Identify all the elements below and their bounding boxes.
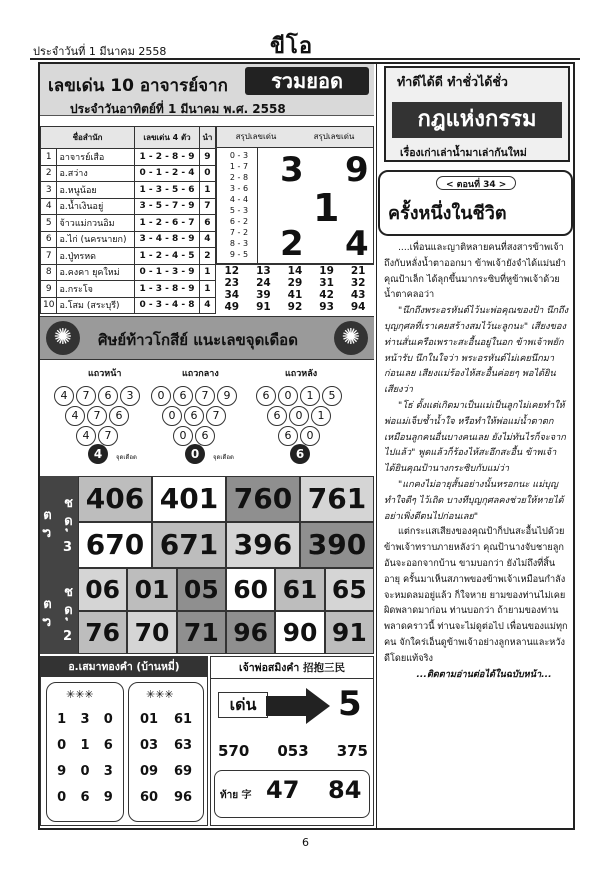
episode-title: ครั้งหนึ่งในชีวิต [388,203,507,224]
pair-row [216,301,374,313]
summary-pair: 5 - 3 [229,206,249,215]
sema-pair: 61 [173,712,193,727]
pair-cell: 41 [287,289,303,301]
pair-row [216,289,374,301]
lead-digit: 5 [338,684,362,724]
summary-digit: 4 [345,224,369,264]
summary-pair: 1 - 7 [229,162,249,171]
table-row [41,198,216,215]
sema-digit: 9 [103,790,113,805]
sema-digit: 1 [80,738,90,753]
pair-cell: 31 [319,277,334,289]
digit-ball: 6 [267,406,287,426]
summary-pair: 6 - 2 [229,217,249,226]
story-text [384,240,570,682]
table-row [41,165,216,182]
sema-pair: 60 [139,790,159,805]
table-row [41,231,216,248]
table-row [41,281,216,298]
table-row [41,215,216,232]
digit-ball: 4 [54,386,74,406]
teacher-lead: 1 [199,281,215,298]
ornament-icon: ✺ [334,321,368,355]
summary-pair: 2 - 8 [229,173,249,182]
summary-digit: 2 [280,224,304,264]
row-index: 4 [41,198,57,215]
row-index: 8 [41,264,57,281]
stars: ✳✳✳ [146,688,174,701]
summary-pair: 0 - 3 [229,151,249,160]
digit-ball: 7 [98,426,118,446]
teacher-lead: 6 [199,215,215,232]
teacher-name: อ.ปู่ทรหด [57,248,135,265]
teacher-numbers: 1 - 2 - 4 - 5 [135,248,200,265]
tail-label: ท้าย 字 [220,790,252,801]
story-paragraph: แต่กระแสเสียงของคุณป้าก็ปนสะอื้นไปด้วย ข้าพเจ้าทราบภายหลังว่า คุณป้านางจับชายลูกอันจะออกจากบ้าน ขามบอกว่า ยังไม่ถึงที่สิ้นอายุ ครั้นมาเห็นสภาพของข้าพเจ้าเหมือนกำลังจะหมดลมอยู่แล้ว ก็ใจหาย ยามของท่านไม่เคยผิดพลาดมาก่อน ท่านบอกว่า ถ้ายามของท่านพลาดคราวนี้ ท่านจะไม่ดูต่อไป เพื่อนของแม่ทุกคน จักใคร่เอ็นดูข้าพเจ้าอย่างลูกหลานและหวังดีโดยแท้จริง [384,526,568,664]
set3-number: 390 [300,522,374,568]
tail-num: 47 [266,776,300,804]
row-index: 6 [41,231,57,248]
row-index: 9 [41,281,57,298]
set3-number: 396 [226,522,300,568]
digit-ball: 6 [195,426,215,446]
teacher-numbers: 1 - 3 - 5 - 6 [135,182,200,199]
digit-ball: 1 [311,406,331,426]
pair-cell: 93 [319,301,334,313]
teacher-lead: 2 [199,248,215,265]
digit-ball: 0 [300,426,320,446]
sema-digit: 0 [80,764,90,779]
page-number: 6 [302,836,309,849]
masthead-logo: ขีโอ [270,33,314,59]
summary-pair: 4 - 4 [229,195,249,204]
story-paragraph: "แกคงไม่อายุสั้นอย่างนั้นหรอกนะ แม่บุญทำใจดีๆ ไว้เถิด บางทีบุญกุศลคงช่วยให้หายได้ อย่าเพิ่งตีตนไปก่อนเลย" [384,478,564,522]
teacher-numbers: 0 - 3 - 4 - 8 [135,297,200,314]
sema-pair: 01 [139,712,159,727]
stars: ✳✳✳ [66,688,94,701]
pair-cell: 24 [256,277,271,289]
teacher-name: อาจารย์เสือ [57,149,135,166]
ruamyod-logo: รวมยอด [245,67,369,95]
pair-cell: 43 [350,289,366,301]
summary-divider [216,148,258,264]
hot-digit: 6 [290,444,310,464]
teacher-name: อ.คงคา ยุคใหม่ [57,264,135,281]
digit-ball: 6 [109,406,129,426]
set2-number: 05 [177,568,226,611]
summary-pair: 8 - 3 [229,239,249,248]
issue-date: ประจำวันที่ 1 มีนาคม 2558 [33,45,167,58]
triple: 375 [336,742,368,760]
left-subtitle: ประจำวันอาทิตย์ที่ 1 มีนาคม พ.ศ. 2558 [70,102,286,116]
hot-label: จุดเดือด [116,454,137,461]
pair-grid [216,264,374,313]
sema-digit: 6 [80,790,90,805]
digit-ball: 7 [87,406,107,426]
pair-cell: 29 [287,277,303,289]
table-row [41,297,216,314]
karma-subtitle: เรื่องเก่าเล่าน้ำมาเล่ากันใหม่ [400,147,527,159]
karma-title: ทำดีได้ดี ทำชั่วได้ชั่ว [397,74,508,89]
set2-number: 70 [127,611,176,654]
row-index: 1 [41,149,57,166]
teacher-numbers: 1 - 2 - 8 - 9 [135,149,200,166]
col-name: ชื่อสำนัก [41,127,135,149]
hot-digit: 0 [185,444,205,464]
digit-ball: 6 [256,386,276,406]
table-row [41,182,216,199]
row-index: 3 [41,182,57,199]
summary-header-1: สรุปเลขเด่น [235,132,277,141]
teacher-lead: 1 [199,182,215,199]
pair-row [216,277,374,289]
sema-digits [50,712,120,816]
row-index: 5 [41,215,57,232]
pair-cell: 42 [319,289,334,301]
story-paragraph: ....เพื่อนและญาติหลายคนที่สงสารข้าพเจ้าถึงกับหลั่งน้ำตาออกมา ข้าพเจ้ายังจำได้แม่นยำ คุณป้าเล็ก ได้ลุกขึ้นมากระซิบที่หูข้าพเจ้าด้วยน้ำตาคลอว่า [384,242,566,301]
sema-row [132,712,200,738]
pair-cell: 19 [319,265,334,277]
karma-logo: กฎแห่งกรรม [392,102,562,138]
pair-cell: 14 [287,265,303,277]
teacher-name: อ.หนูน้อย [57,182,135,199]
teacher-lead: 4 [199,297,215,314]
set3-number: 401 [152,476,226,522]
sema-digit: 9 [57,764,67,779]
digit-ball: 0 [151,386,171,406]
summary-digit: 9 [345,150,369,190]
pair-cell: 13 [256,265,271,277]
teacher-name: อ.กระโจ [57,281,135,298]
pair-cell: 39 [256,289,271,301]
digit-ball: 7 [206,406,226,426]
digit-ball: 4 [76,426,96,446]
sema-digit: 0 [103,712,113,727]
story-paragraph: ...ติดตามอ่านต่อได้ในฉบับหน้า... [416,668,552,680]
teacher-name: อ.โสม (สระบุรี) [57,297,135,314]
sema-pairs [132,712,200,816]
set3-number: 671 [152,522,226,568]
set2-number: 71 [177,611,226,654]
pair-cell: 49 [224,301,240,313]
set2-number: 91 [325,611,374,654]
triples [218,742,368,760]
row-index: 10 [41,297,57,314]
set2-number: 06 [78,568,127,611]
digit-ball: 7 [76,386,96,406]
summary-digit: 3 [280,150,304,190]
summary-pair: 3 - 6 [229,184,249,193]
sema-row [132,764,200,790]
sema-digit: 3 [80,712,90,727]
set2-label: ชุด 2 ตัว [40,568,78,654]
story-paragraph: "โธ่ ตั้งแต่เกิดมาเป็นแม่เป็นลูกไม่เคยทำให้พ่อแม่เจ็บช้ำน้ำใจ หรือทำให้พ่อแม่น้ำตาตกเหมือนลูกคนอื่นบางคนเลย ยังไม่ทันไรก็จะจากไปแล้ว" พูดแล้วก็ร้องไห้สะอึกสะอื้น ข้าพเจ้าได้ยินคุณป้านางกระซิบกับแม่ว่า [384,399,566,475]
teacher-lead: 4 [199,231,215,248]
teacher-numbers: 0 - 1 - 3 - 9 [135,264,200,281]
teacher-lead: 7 [199,198,215,215]
set2-number: 60 [226,568,275,611]
sema-row [132,738,200,764]
digit-ball: 0 [162,406,182,426]
teacher-numbers: 3 - 4 - 8 - 9 [135,231,200,248]
set2-number: 76 [78,611,127,654]
triple: 570 [218,742,250,760]
hot-label: จุดเดือด [213,454,234,461]
teacher-numbers: 3 - 5 - 7 - 9 [135,198,200,215]
sema-pair: 63 [173,738,193,753]
pair-cell: 12 [224,265,240,277]
sema-digit: 3 [103,764,113,779]
set3-number: 761 [300,476,374,522]
digit-ball: 0 [278,386,298,406]
set2-number: 61 [275,568,324,611]
teachers-table [40,126,216,314]
teacher-numbers: 1 - 3 - 8 - 9 [135,281,200,298]
arrow-right-icon [266,686,332,726]
row-label-front: แถวหน้า [88,369,122,379]
pair-cell: 21 [350,265,366,277]
sema-digit: 1 [57,712,67,727]
teacher-name: อ.ไก่ (นครนายก) [57,231,135,248]
digit-ball: 3 [120,386,140,406]
set3-label: ชุด 3 ตัว [40,476,78,568]
table-row [41,264,216,281]
sema-digit: 6 [103,738,113,753]
summary-header [216,126,374,148]
sema-row [50,764,120,790]
row-index: 7 [41,248,57,265]
pair-cell: 32 [350,277,366,289]
row-label-back: แถวหลัง [285,369,318,379]
teacher-name: อ.สว่าง [57,165,135,182]
digit-ball: 7 [195,386,215,406]
sema-row [132,790,200,816]
left-title: เลขเด่น 10 อาจารย์จาก [48,76,228,96]
lead-label: เด่น [218,692,268,718]
set3-number: 406 [78,476,152,522]
pair-row [216,265,374,277]
set2-number: 90 [275,611,324,654]
digit-ball: 9 [217,386,237,406]
sema-pair: 69 [173,764,193,779]
digit-ball: 6 [184,406,204,426]
column-divider [376,64,377,828]
teacher-numbers: 1 - 2 - 6 - 7 [135,215,200,232]
set2-grid [40,568,374,654]
digit-ball: 5 [322,386,342,406]
sema-row [50,738,120,764]
summary-header-2: สรุปเลขเด่น [313,132,355,141]
digit-ball: 0 [173,426,193,446]
sema-digit: 0 [57,738,67,753]
sema-digit: 0 [57,790,67,805]
pair-cell: 23 [224,277,240,289]
table-row [41,149,216,166]
sema-pair: 03 [139,738,159,753]
col-lead: นำ [199,127,215,149]
teacher-lead: 9 [199,149,215,166]
row-label-middle: แถวกลาง [182,369,219,379]
digit-ball: 4 [65,406,85,426]
ornament-icon: ✺ [46,321,80,355]
set3-grid [40,476,374,568]
banner-title: ศิษย์ท้าวโกสีย์ แนะเลขจุดเดือด [98,331,298,349]
digit-ball: 6 [173,386,193,406]
teacher-name: จ้าวแม่กวนอิม [57,215,135,232]
teacher-lead: 1 [199,264,215,281]
table-row [41,248,216,265]
sema-title: อ.เสมาทองคำ (บ้านหมี่) [41,657,207,677]
pair-cell: 92 [287,301,303,313]
set2-number: 65 [325,568,374,611]
pair-cell: 34 [224,289,240,301]
set2-number: 01 [127,568,176,611]
hot-digit: 4 [88,444,108,464]
sema-pair: 96 [173,790,193,805]
saming-title: เจ้าพ่อสมิงคำ 招抱三民 [211,657,373,679]
tail-num: 84 [328,776,362,804]
summary-pair: 9 - 5 [229,250,249,259]
teacher-numbers: 0 - 1 - 2 - 4 [135,165,200,182]
story-paragraph: "นึกถึงพระอรหันต์ไว้นะพ่อคุณของป้า นึกถึงบุญกุศลที่เราเคยสร้างสมไว้นะลูกนะ" เสียงของท่านสั่นเครือเพราะสะอื้นอยู่ในอก ข้าพเจ้าพยักหน้ารับ นึกในใจว่า พระอรหันต์ไม่เคยนึกมาก่อนเลย เสียงแม่ร้องไห้สะอื้นค่อยๆ พอได้ยินเสียงว่า [384,305,569,396]
sema-row [50,712,120,738]
teacher-name: อ.น้ำเงินอยู่ [57,198,135,215]
sema-pair: 09 [139,764,159,779]
col-nums: เลขเด่น 4 ตัว [135,127,200,149]
pair-cell: 94 [350,301,366,313]
set2-number: 96 [226,611,275,654]
digit-ball: 0 [289,406,309,426]
episode-number: < ตอนที่ 34 > [446,180,507,190]
teacher-lead: 0 [199,165,215,182]
digit-ball: 6 [98,386,118,406]
row-index: 2 [41,165,57,182]
digit-ball: 1 [300,386,320,406]
set3-number: 670 [78,522,152,568]
pyramids [40,380,374,474]
pair-cell: 91 [256,301,271,313]
summary-digit: 1 [313,186,340,230]
summary-pair: 7 - 2 [229,228,249,237]
sema-row [50,790,120,816]
triple: 053 [277,742,309,760]
digit-ball: 6 [278,426,298,446]
set3-number: 760 [226,476,300,522]
